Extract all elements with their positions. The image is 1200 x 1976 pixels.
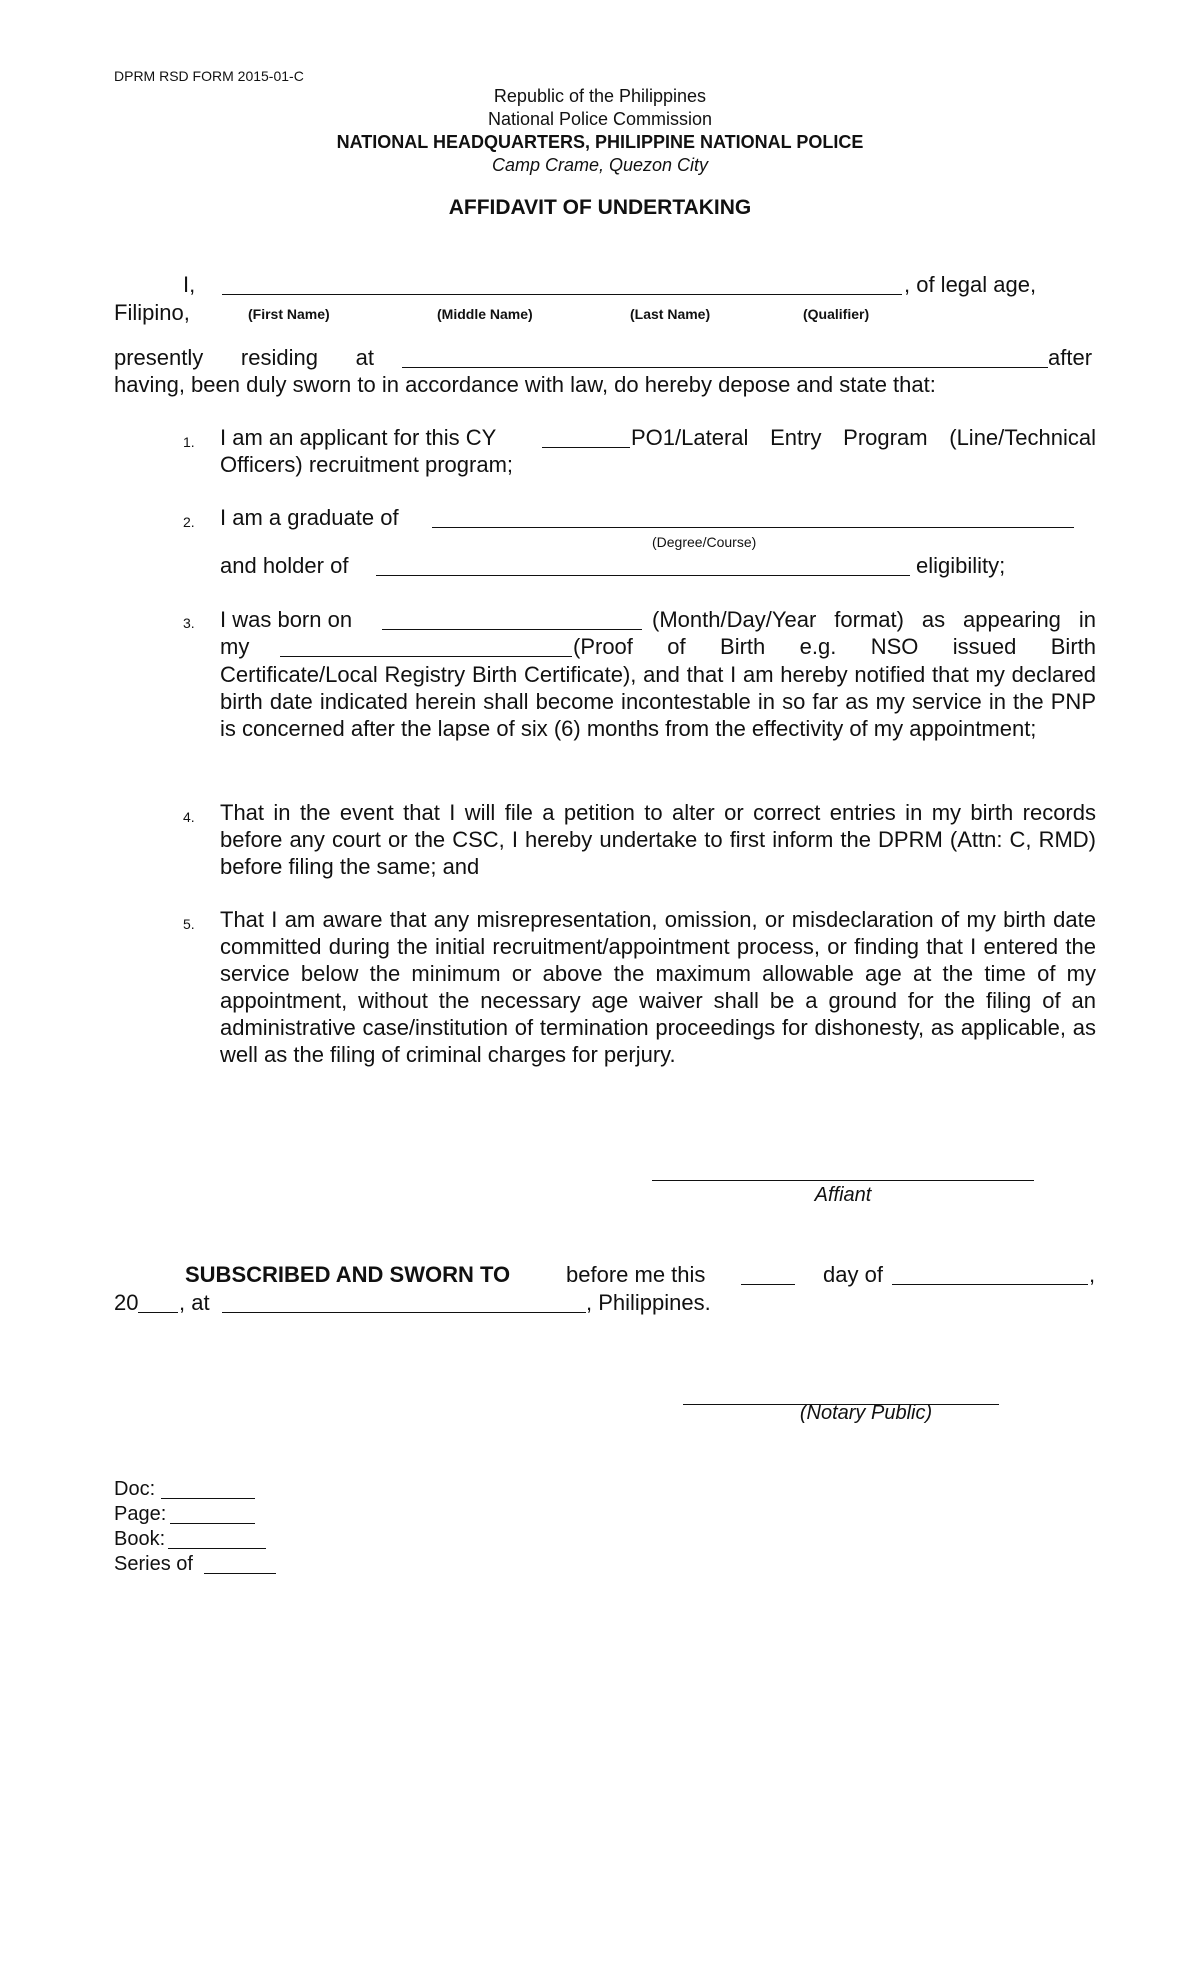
label-qualifier: (Qualifier) — [803, 306, 870, 322]
place-field[interactable] — [222, 1292, 586, 1313]
page-field[interactable] — [170, 1503, 255, 1524]
birth-date-field[interactable] — [382, 609, 642, 630]
document-title: AFFIDAVIT OF UNDERTAKING — [448, 196, 752, 219]
intro-legal-age: , of legal age, — [904, 272, 1037, 297]
item-number-3: 3. — [183, 615, 195, 631]
item3-text-rest: Certificate/Local Registry Birth Certificate), and that I am hereby notified that my declared birth date indicated herein shall become incontestable in so far as my service in the PNP is concerned after the lapse of six (6) months from the effectivity of my appointment; — [220, 662, 1096, 741]
footer-doc-label: Doc: — [114, 1478, 156, 1500]
item1-text-c: Officers) recruitment program; — [220, 452, 514, 477]
item3-text-b: (Month/Day/Year format) as appearing in — [652, 607, 1096, 632]
eligibility-field[interactable] — [376, 555, 910, 576]
subscribed-before: before me this — [566, 1262, 706, 1287]
subscribed-philippines: , Philippines. — [586, 1290, 711, 1315]
intro-filipino: Filipino, — [114, 300, 190, 325]
proof-of-birth-field[interactable] — [280, 636, 572, 657]
subscribed-at: , at — [179, 1290, 210, 1315]
intro-after: after — [1048, 345, 1093, 370]
item-number-4: 4. — [183, 809, 195, 825]
intro-i: I, — [183, 272, 196, 297]
item1-text-a: I am an applicant for this CY — [220, 425, 497, 450]
label-last-name: (Last Name) — [630, 306, 711, 322]
item1-text-b: PO1/Lateral Entry Program (Line/Technical — [631, 425, 1096, 450]
header-commission: National Police Commission — [487, 109, 713, 129]
affiant-label: Affiant — [814, 1184, 872, 1206]
subscribed-comma: , — [1089, 1262, 1096, 1287]
item-number-5: 5. — [183, 916, 195, 932]
day-field[interactable] — [741, 1264, 795, 1285]
item2-text-c: eligibility; — [916, 553, 1006, 578]
item3-text-a: I was born on — [220, 607, 353, 632]
affiant-signature-line[interactable] — [652, 1162, 1034, 1181]
subscribed-bold: SUBSCRIBED AND SWORN TO — [185, 1262, 511, 1287]
item-number-1: 1. — [183, 434, 195, 450]
degree-course-field[interactable] — [432, 507, 1074, 528]
address-field[interactable] — [402, 347, 1048, 368]
item-number-2: 2. — [183, 514, 195, 530]
item4-text: That in the event that I will file a petition to alter or correct entries in my birth records before any court or the CSC, I hereby undertake to first inform the DPRM (Attn: C, RMD) before filing the same; and — [220, 800, 1096, 879]
book-field[interactable] — [168, 1528, 266, 1549]
intro-sworn: having, been duly sworn to in accordance with law, do hereby depose and state that: — [114, 372, 936, 397]
item5-text: That I am aware that any misrepresentation, omission, or misdeclaration of my birth date committed during the initial recruitment/appointment process, or finding that I entered the service below the minimum or above the maximum allowable age at the time of my appointment, without the necessary age waiver shall be a ground for the filing of an administrative case/institution of termination proceedings for dishonesty, as applicable, as well as the filing of criminal charges for perjury. — [220, 907, 1096, 1067]
cy-year-field[interactable] — [542, 427, 630, 448]
item3-text-d: (Proof of Birth e.g. NSO issued Birth — [573, 634, 1096, 659]
subscribed-twenty: 20 — [114, 1290, 139, 1315]
item2-text-a: I am a graduate of — [220, 505, 399, 530]
header-location: Camp Crame, Quezon City — [491, 155, 709, 175]
notary-label: (Notary Public) — [799, 1402, 933, 1424]
month-field[interactable] — [892, 1264, 1088, 1285]
label-middle-name: (Middle Name) — [437, 306, 533, 322]
footer-page-label: Page: — [114, 1503, 167, 1525]
doc-field[interactable] — [161, 1478, 255, 1499]
footer-book-label: Book: — [114, 1528, 166, 1550]
item3-text-c: my — [220, 634, 250, 659]
form-code: DPRM RSD FORM 2015-01-C — [114, 68, 304, 84]
item2-text-b: and holder of — [220, 553, 349, 578]
label-degree-course: (Degree/Course) — [652, 534, 757, 550]
year-field[interactable] — [138, 1292, 178, 1313]
header-republic: Republic of the Philippines — [493, 86, 707, 106]
label-first-name: (First Name) — [248, 306, 330, 322]
header-headquarters: NATIONAL HEADQUARTERS, PHILIPPINE NATIONAL POLICE — [336, 132, 864, 152]
subscribed-day-of: day of — [823, 1262, 883, 1287]
footer-series-label: Series of — [114, 1553, 193, 1575]
full-name-field[interactable] — [222, 274, 902, 295]
intro-residing: presently residing at — [114, 345, 374, 370]
series-field[interactable] — [204, 1553, 276, 1574]
